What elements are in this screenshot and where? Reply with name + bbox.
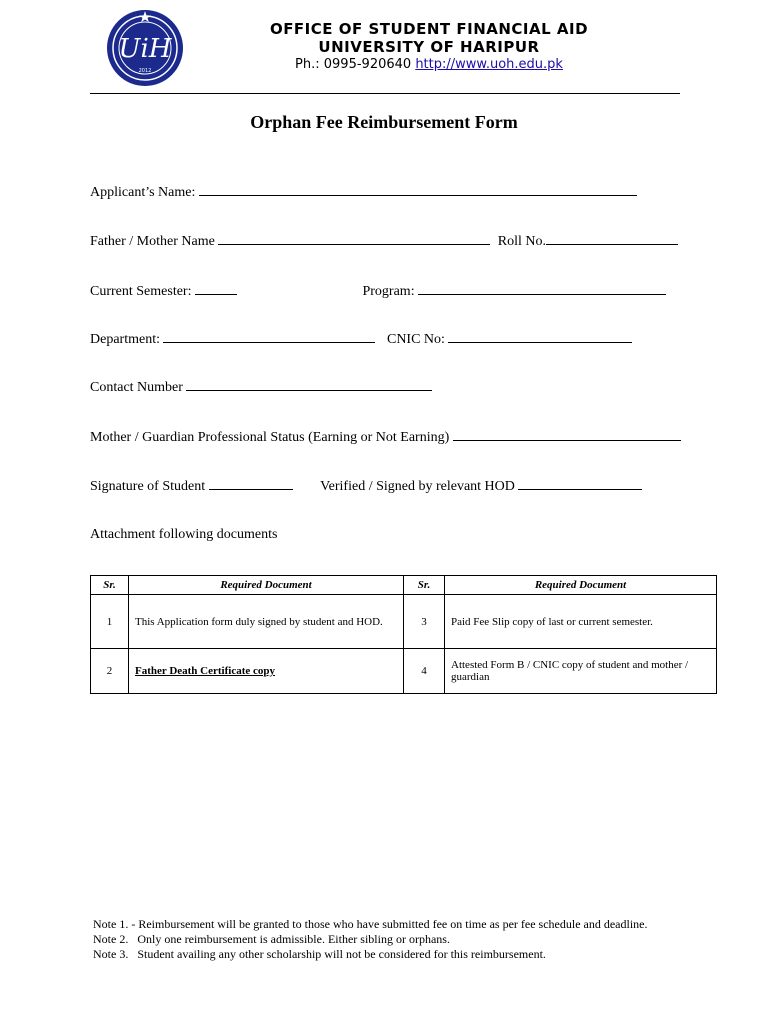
applicant-name-label: Applicant’s Name: — [90, 185, 196, 200]
father-mother-name-label: Father / Mother Name — [90, 234, 215, 249]
form-title: Orphan Fee Reimbursement Form — [250, 112, 518, 132]
father-mother-name-field[interactable] — [218, 232, 490, 245]
office-title: OFFICE OF STUDENT FINANCIAL AID — [269, 20, 589, 38]
university-logo — [106, 8, 184, 88]
department-field[interactable] — [163, 330, 375, 343]
program-label: Program: — [362, 284, 415, 299]
applicant-name-row — [90, 183, 637, 201]
table-header-sr: Sr. — [404, 576, 445, 595]
note-item: Note 1. - Reimbursement will be granted to those who have submitted fee on time as per fee schedule and deadline. — [93, 917, 648, 931]
signature-student-field[interactable] — [209, 477, 293, 490]
contact-number-row — [90, 378, 432, 396]
attachment-heading: Attachment following documents — [90, 527, 278, 542]
current-semester-field[interactable] — [195, 282, 237, 295]
contact-number-field[interactable] — [186, 378, 432, 391]
verified-hod-field[interactable] — [518, 477, 642, 490]
cnic-no-label: CNIC No: — [386, 332, 445, 347]
notes-section — [93, 917, 648, 962]
header-divider — [90, 93, 680, 94]
sr-cell: 2 — [91, 649, 129, 694]
website-link[interactable]: http://www.uoh.edu.pk — [415, 57, 563, 72]
university-title: UNIVERSITY OF HARIPUR — [318, 38, 540, 56]
phone-text: Ph.: 0995-920640 — [295, 57, 412, 72]
table-row — [91, 649, 717, 694]
document-cell: Paid Fee Slip copy of last or current semester. — [445, 595, 717, 649]
roll-no-field[interactable] — [546, 232, 678, 245]
verified-hod-label: Verified / Signed by relevant HOD — [320, 479, 515, 494]
father-mother-row — [90, 232, 678, 250]
program-field[interactable] — [418, 282, 666, 295]
sr-cell: 1 — [91, 595, 129, 649]
contact-line — [200, 57, 658, 72]
table-header-document: Required Document — [129, 576, 404, 595]
required-documents-table — [90, 575, 717, 694]
contact-number-label: Contact Number — [90, 380, 183, 395]
table-header-sr: Sr. — [91, 576, 129, 595]
document-cell: Attested Form B / CNIC copy of student and mother / guardian — [445, 649, 717, 694]
signature-student-label: Signature of Student — [90, 479, 206, 494]
note-item: Note 2. Only one reimbursement is admissible. Either sibling or orphans. — [93, 932, 450, 946]
document-cell — [129, 649, 404, 694]
note-item: Note 3. Student availing any other scholarship will not be considered for this reimbursement. — [93, 947, 546, 961]
sr-cell: 4 — [404, 649, 445, 694]
death-certificate-text: Father Death Certificate copy — [135, 665, 275, 677]
table-header-document: Required Document — [445, 576, 717, 595]
table-header-row — [91, 576, 717, 595]
department-label: Department: — [90, 332, 160, 347]
department-cnic-row — [90, 330, 632, 348]
document-cell: This Application form duly signed by student and HOD. — [129, 595, 404, 649]
guardian-status-row — [90, 428, 681, 446]
guardian-status-label: Mother / Guardian Professional Status (Earning or Not Earning) — [90, 430, 450, 445]
sr-cell: 3 — [404, 595, 445, 649]
applicant-name-field[interactable] — [199, 183, 637, 196]
semester-program-row — [90, 282, 666, 300]
guardian-status-field[interactable] — [453, 428, 681, 441]
svg-text:2012: 2012 — [138, 68, 152, 74]
table-row — [91, 595, 717, 649]
roll-no-label: Roll No. — [497, 234, 547, 249]
svg-text:UiH: UiH — [118, 34, 172, 64]
current-semester-label: Current Semester: — [90, 284, 192, 299]
signature-row — [90, 477, 642, 495]
cnic-no-field[interactable] — [448, 330, 632, 343]
